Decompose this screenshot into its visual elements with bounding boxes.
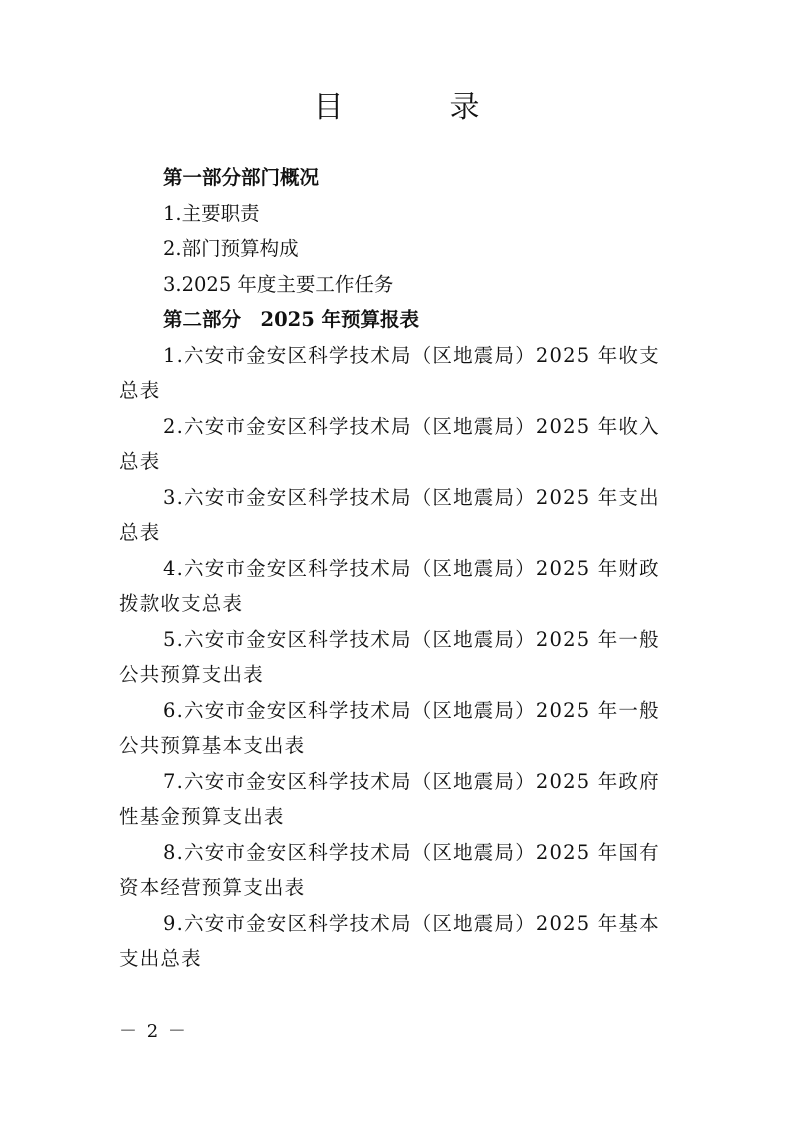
page-number: － 2 －: [119, 1021, 188, 1042]
toc-part2-item-3: 3.六安市金安区科学技术局（区地震局）2025 年支出总表: [119, 485, 660, 544]
toc-part2-item-9: 9.六安市金安区科学技术局（区地震局）2025 年基本支出总表: [119, 911, 660, 970]
toc-part2-item-7: 7.六安市金安区科学技术局（区地震局）2025 年政府性基金预算支出表: [119, 769, 660, 828]
toc-part1-item-1: 1.主要职责: [163, 201, 260, 225]
toc-part1-item-3: 3.2025 年度主要工作任务: [163, 272, 394, 296]
toc-part1-heading: 第一部分部门概况: [163, 166, 320, 189]
toc-part2-heading: 第二部分 2025 年预算报表: [163, 308, 420, 331]
toc-part2-item-8: 8.六安市金安区科学技术局（区地震局）2025 年国有资本经营预算支出表: [119, 840, 660, 899]
toc-part2-item-6: 6.六安市金安区科学技术局（区地震局）2025 年一般公共预算基本支出表: [119, 698, 660, 757]
table-of-contents: [119, 160, 679, 977]
toc-part2-item-2: 2.六安市金安区科学技术局（区地震局）2025 年收入总表: [119, 414, 660, 473]
page-title: 目 录: [313, 90, 518, 125]
toc-part1-item-2: 2.部门预算构成: [163, 237, 299, 260]
toc-part2-item-1: 1.六安市金安区科学技术局（区地震局）2025 年收支总表: [119, 343, 660, 402]
toc-part2-item-4: 4.六安市金安区科学技术局（区地震局）2025 年财政拨款收支总表: [119, 556, 660, 615]
toc-part2-item-5: 5.六安市金安区科学技术局（区地震局）2025 年一般公共预算支出表: [119, 627, 660, 686]
